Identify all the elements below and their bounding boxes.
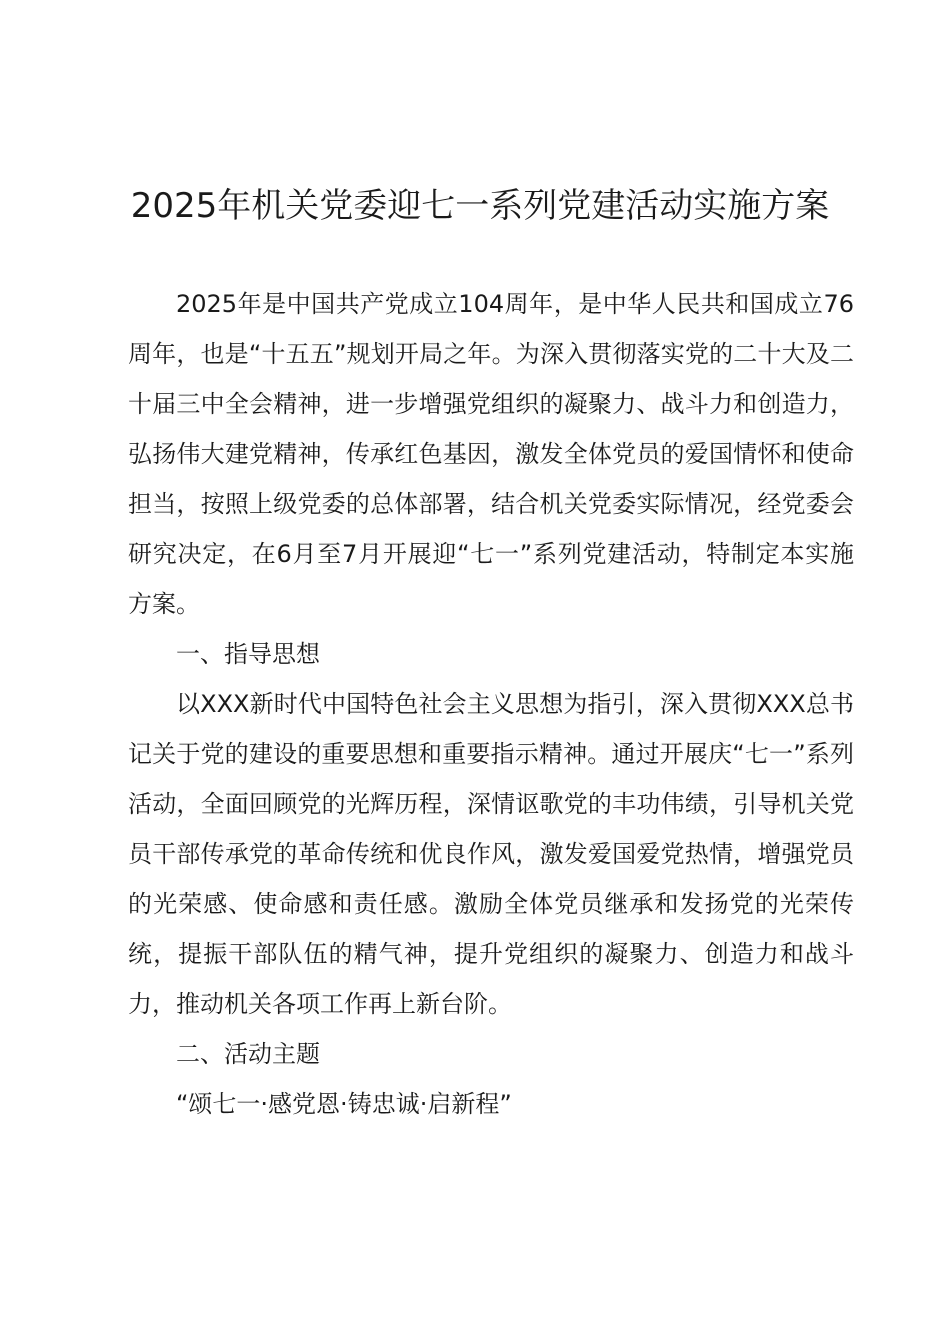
document-title: 2025年机关党委迎七一系列党建活动实施方案 [130,186,830,226]
intro-paragraph: 2025年是中国共产党成立104周年，是中华人民共和国成立76周年，也是“十五五”规划开局之年。为深入贯彻落实党的二十大及二十届三中全会精神，进一步增强党组织的凝聚力、战斗力和创造力，弘扬伟大建党精神，传承红色基因，激发全体党员的爱国情怀和使命担当，按照上级党委的总体部署，结合机关党委实际情况，经党委会研究决定，在6月至7月开展迎“七一”系列党建活动，特制定本实施方案。 [128,290,854,618]
section-paragraph-activity-theme: “颂七一·感党恩·铸忠诚·启新程” [176,1090,512,1118]
document-body [128,279,854,1129]
section-heading-activity-theme: 二、活动主题 [176,1040,320,1068]
section-paragraph-guiding-ideology: 以XXX新时代中国特色社会主义思想为指引，深入贯彻XXX总书记关于党的建设的重要思想和重要指示精神。通过开展庆“七一”系列活动，全面回顾党的光辉历程，深情讴歌党的丰功伟绩，引导机关党员干部传承党的革命传统和优良作风，激发爱国爱党热情，增强党员的光荣感、使命感和责任感。激励全体党员继承和发扬党的光荣传统，提振干部队伍的精气神，提升党组织的凝聚力、创造力和战斗力，推动机关各项工作再上新台阶。 [128,690,854,1018]
section-heading-guiding-ideology: 一、指导思想 [176,640,320,668]
